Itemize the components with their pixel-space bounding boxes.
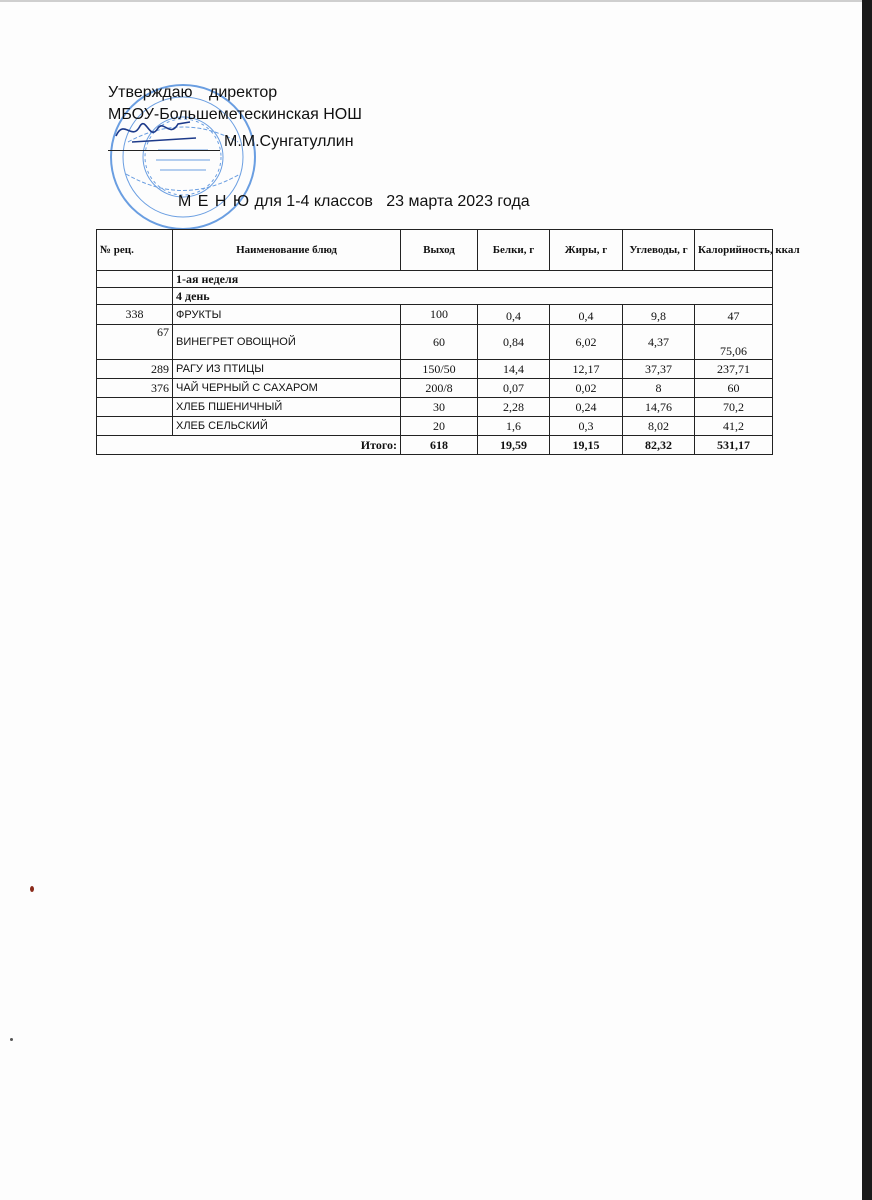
output: 30 xyxy=(401,398,478,417)
menu-table xyxy=(96,229,800,455)
table-row xyxy=(97,379,773,398)
table-row xyxy=(97,325,773,360)
organization-name: МБОУ-Большеметескинская НОШ xyxy=(108,106,362,123)
scan-speck xyxy=(10,1038,13,1041)
recipe-no: 376 xyxy=(97,379,173,398)
total-protein: 19,59 xyxy=(478,436,550,455)
week-label: 1-ая неделя xyxy=(173,271,773,288)
output: 100 xyxy=(401,305,478,325)
dish-name: ХЛЕБ СЕЛЬСКИЙ xyxy=(173,417,401,436)
signature-line xyxy=(108,150,220,151)
recipe-no xyxy=(97,398,173,417)
fat: 0,4 xyxy=(550,305,623,325)
kcal: 237,71 xyxy=(695,360,773,379)
col-recipe-no: № рец. xyxy=(97,230,173,271)
kcal: 60 xyxy=(695,379,773,398)
kcal: 47 xyxy=(695,305,773,325)
col-dish-name: Наименование блюд xyxy=(173,230,401,271)
kcal: 41,2 xyxy=(695,417,773,436)
fat: 0,02 xyxy=(550,379,623,398)
total-kcal: 531,17 xyxy=(695,436,773,455)
carbs: 37,37 xyxy=(623,360,695,379)
fat: 6,02 xyxy=(550,325,623,360)
scan-speck xyxy=(30,886,34,892)
recipe-no: 67 xyxy=(97,325,173,360)
scan-edge-right xyxy=(862,0,872,1200)
week-row xyxy=(97,271,773,288)
menu-title xyxy=(178,193,530,211)
carbs: 9,8 xyxy=(623,305,695,325)
protein: 0,4 xyxy=(478,305,550,325)
carbs: 8 xyxy=(623,379,695,398)
protein: 0,84 xyxy=(478,325,550,360)
dish-name: ВИНЕГРЕТ ОВОЩНОЙ xyxy=(173,325,401,360)
protein: 1,6 xyxy=(478,417,550,436)
table-row xyxy=(97,398,773,417)
total-row xyxy=(97,436,773,455)
scan-edge-top xyxy=(0,0,862,2)
protein: 14,4 xyxy=(478,360,550,379)
table-row xyxy=(97,305,773,325)
total-carbs: 82,32 xyxy=(623,436,695,455)
col-carbs: Углеводы, г xyxy=(623,230,695,271)
protein: 0,07 xyxy=(478,379,550,398)
col-fat: Жиры, г xyxy=(550,230,623,271)
output: 60 xyxy=(401,325,478,360)
col-kcal: Калорийность, ккал xyxy=(695,230,773,271)
table-row xyxy=(97,360,773,379)
director-name: М.М.Сунгатуллин xyxy=(224,133,354,150)
output: 150/50 xyxy=(401,360,478,379)
kcal: 70,2 xyxy=(695,398,773,417)
total-label: Итого: xyxy=(97,436,401,455)
table-row xyxy=(97,417,773,436)
recipe-no: 338 xyxy=(97,305,173,325)
protein: 2,28 xyxy=(478,398,550,417)
fat: 12,17 xyxy=(550,360,623,379)
carbs: 14,76 xyxy=(623,398,695,417)
menu-title-word: М Е Н Ю xyxy=(178,193,251,210)
recipe-no xyxy=(97,417,173,436)
output: 200/8 xyxy=(401,379,478,398)
recipe-no: 289 xyxy=(97,360,173,379)
total-output: 618 xyxy=(401,436,478,455)
dish-name: РАГУ ИЗ ПТИЦЫ xyxy=(173,360,401,379)
dish-name: ФРУКТЫ xyxy=(173,305,401,325)
approve-word: Утверждаю xyxy=(108,84,193,101)
kcal: 75,06 xyxy=(695,325,773,360)
total-fat: 19,15 xyxy=(550,436,623,455)
carbs: 4,37 xyxy=(623,325,695,360)
col-protein: Белки, г xyxy=(478,230,550,271)
position-word: директор xyxy=(209,84,278,101)
col-output: Выход xyxy=(401,230,478,271)
menu-title-date: для 1-4 классов 23 марта 2023 года xyxy=(254,193,530,210)
dish-name: ХЛЕБ ПШЕНИЧНЫЙ xyxy=(173,398,401,417)
day-row xyxy=(97,288,773,305)
day-label: 4 день xyxy=(173,288,773,305)
dish-name: ЧАЙ ЧЕРНЫЙ С САХАРОМ xyxy=(173,379,401,398)
fat: 0,3 xyxy=(550,417,623,436)
fat: 0,24 xyxy=(550,398,623,417)
table-header-row xyxy=(97,230,773,271)
output: 20 xyxy=(401,417,478,436)
carbs: 8,02 xyxy=(623,417,695,436)
approval-line xyxy=(108,84,277,102)
